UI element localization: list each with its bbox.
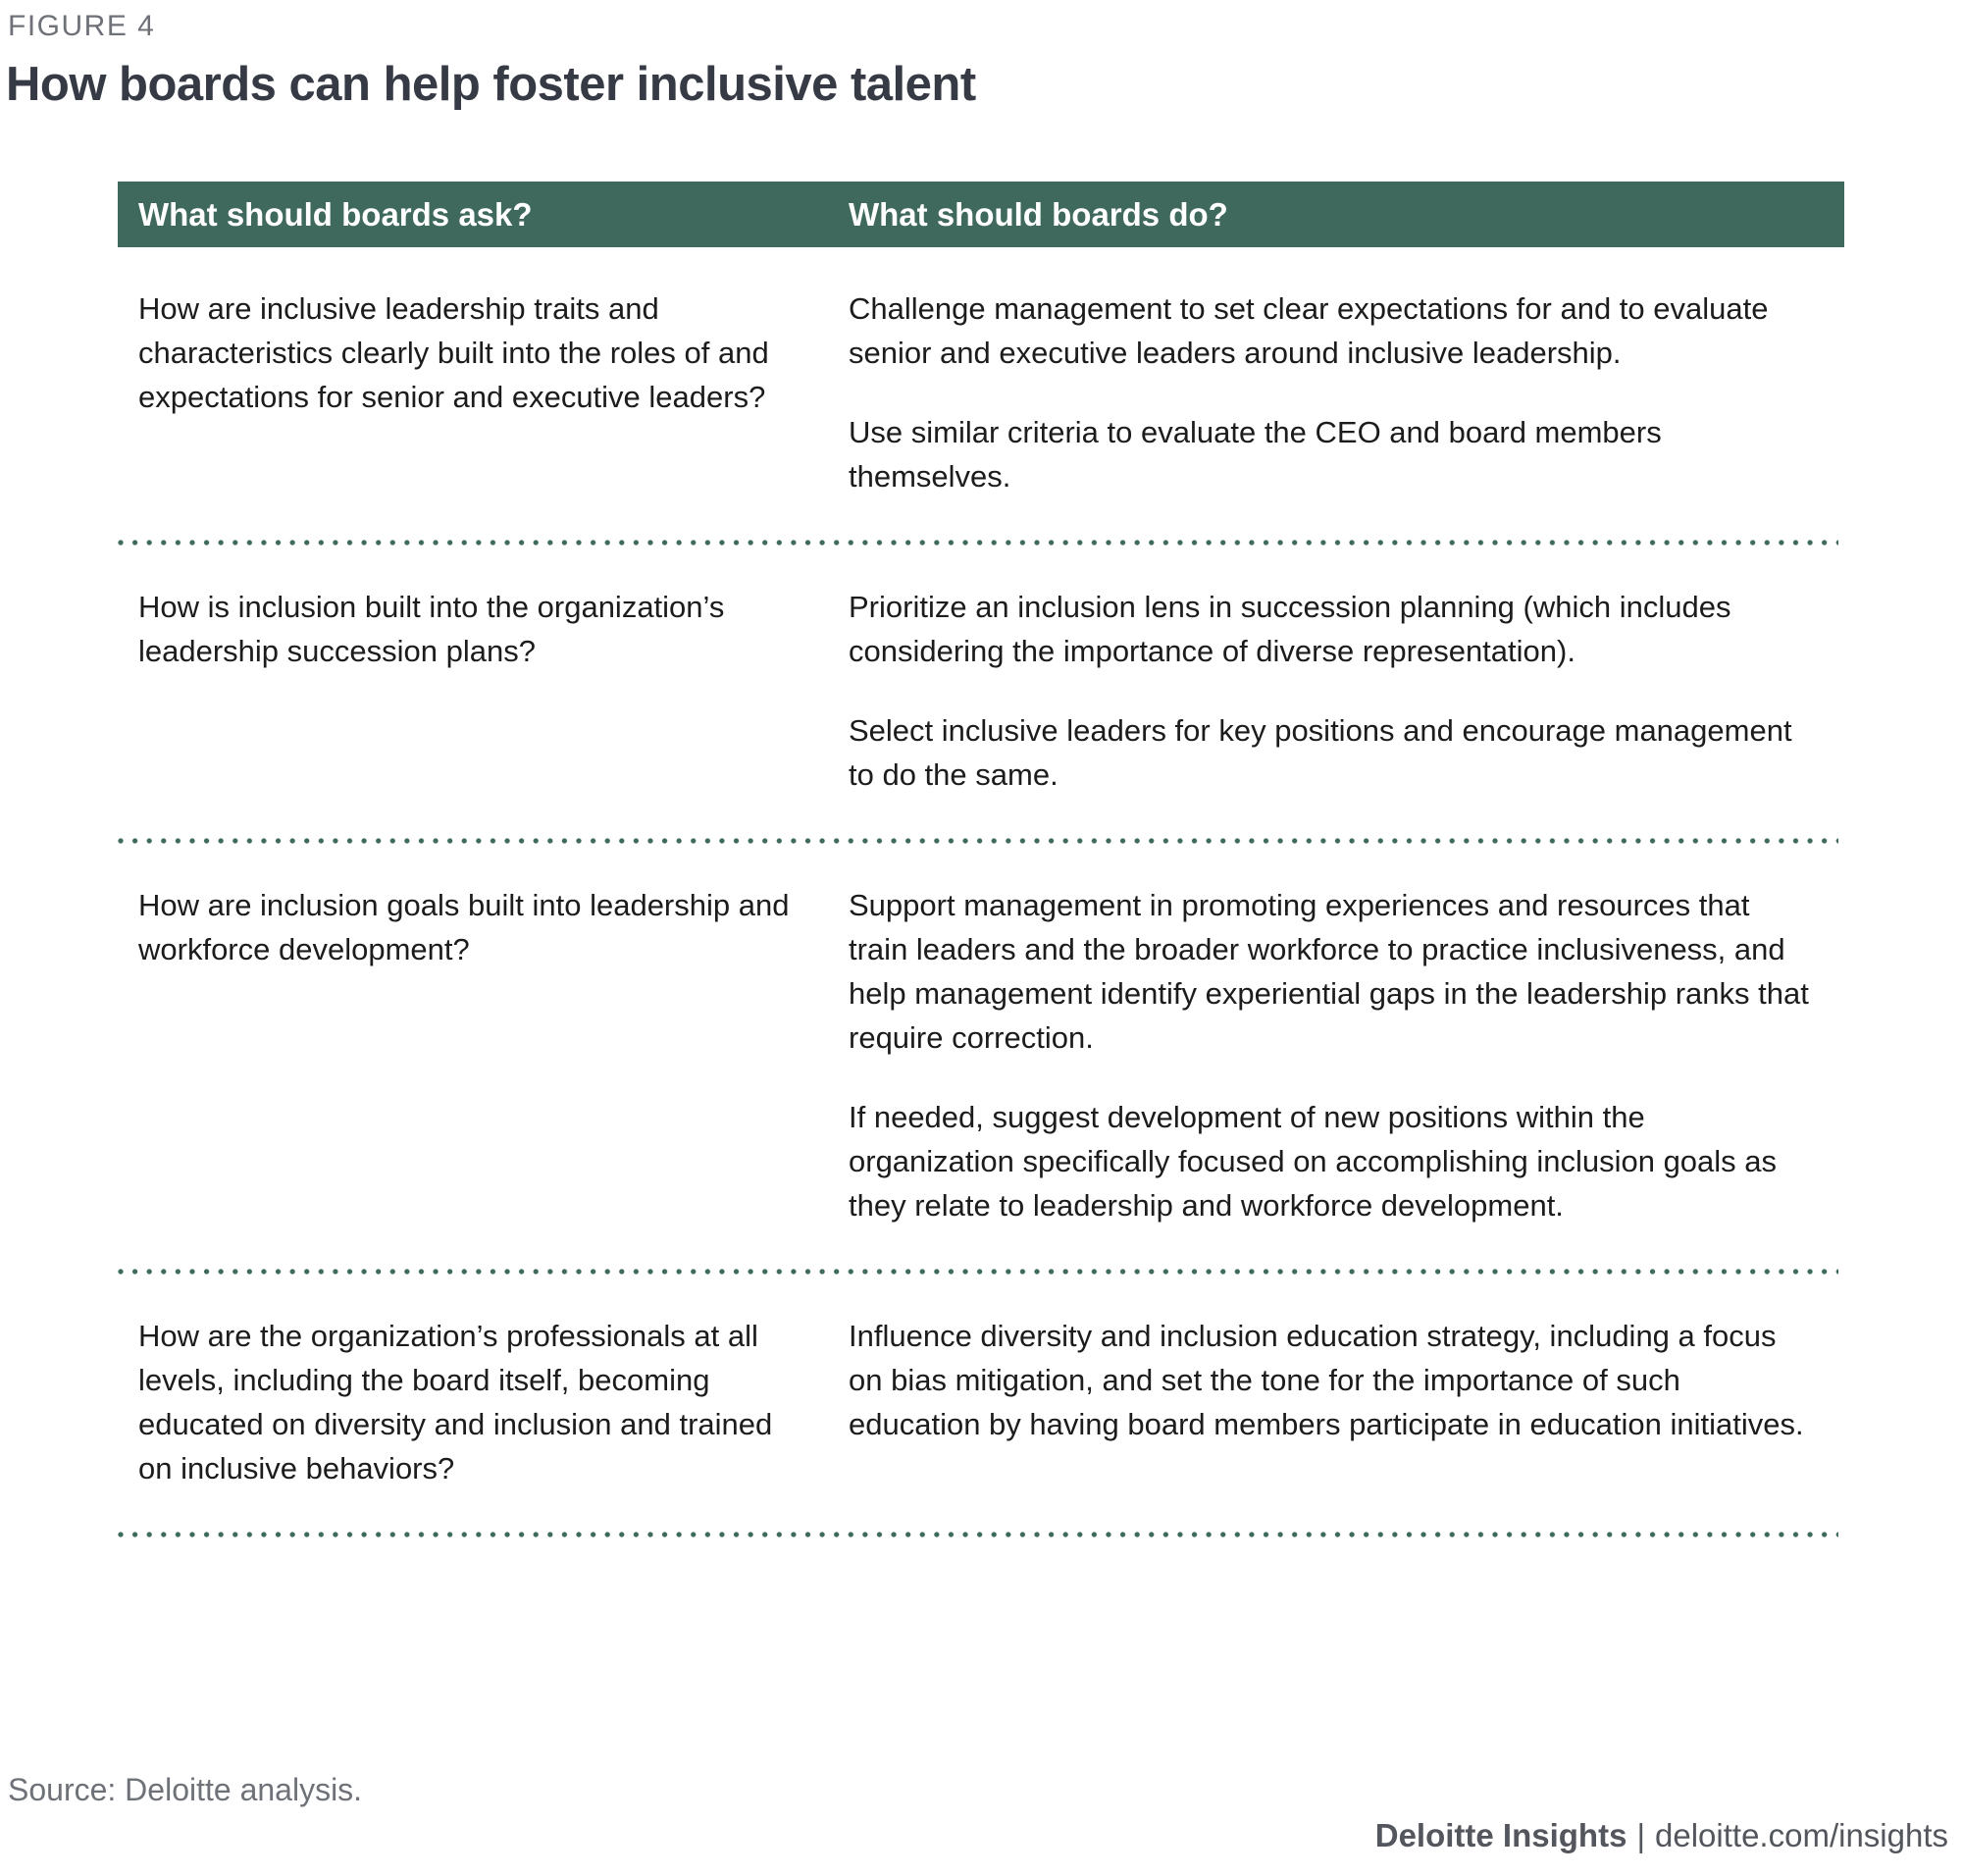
ask-cell: How are the organization’s professionals at all levels, including the board itself, becoming educated on diversity and inclusion and trained on inclusive behaviors? <box>138 1319 773 1485</box>
do-paragraph: Prioritize an inclusion lens in succession planning (which includes considering the importance of diverse representation). <box>849 590 1731 668</box>
figure-label: FIGURE 4 <box>8 10 156 42</box>
do-paragraph: Use similar criteria to evaluate the CEO and board members themselves. <box>849 415 1662 494</box>
do-cell <box>849 585 1844 797</box>
do-paragraph: Challenge management to set clear expectations for and to evaluate senior and executive leaders around inclusive leadership. <box>849 291 1769 370</box>
do-cell <box>849 287 1844 498</box>
table-row <box>118 1275 1844 1532</box>
ask-cell: How is inclusion built into the organization’s leadership succession plans? <box>138 590 725 668</box>
do-cell <box>849 883 1844 1227</box>
table-row <box>118 546 1844 838</box>
column-header-do: What should boards do? <box>849 195 1228 233</box>
do-paragraph: Support management in promoting experiences and resources that train leaders and the broader workforce to practice inclusiveness, and help management identify experiential gaps in the leadership ranks that require correction. <box>849 888 1809 1055</box>
do-cell <box>849 1314 1844 1490</box>
row-divider <box>118 1532 1838 1537</box>
ask-cell: How are inclusion goals built into leadership and workforce development? <box>138 888 790 966</box>
footer-separator: | <box>1636 1817 1646 1853</box>
table-row <box>118 247 1844 540</box>
do-paragraph: If needed, suggest development of new positions within the organization specifically focused on accomplishing inclusion goals as they relate to leadership and workforce development. <box>849 1100 1778 1223</box>
footer-brand-line <box>1375 1817 1948 1854</box>
deloitte-insights-url: deloitte.com/insights <box>1655 1817 1948 1853</box>
boards-table <box>118 182 1844 1537</box>
ask-cell: How are inclusive leadership traits and characteristics clearly built into the roles of and expectations for senior and executive leaders? <box>138 291 769 414</box>
column-header-ask: What should boards ask? <box>138 195 533 233</box>
table-header-row <box>118 182 1844 247</box>
deloitte-insights-brand: Deloitte Insights <box>1374 1817 1627 1853</box>
source-note: Source: Deloitte analysis. <box>8 1772 363 1807</box>
do-paragraph: Select inclusive leaders for key positions and encourage management to do the same. <box>849 713 1792 792</box>
do-paragraph: Influence diversity and inclusion education strategy, including a focus on bias mitigation, and set the tone for the importance of such education by having board members participate in education initiatives. <box>849 1319 1804 1441</box>
figure-title: How boards can help foster inclusive talent <box>6 58 976 111</box>
table-row <box>118 844 1844 1269</box>
